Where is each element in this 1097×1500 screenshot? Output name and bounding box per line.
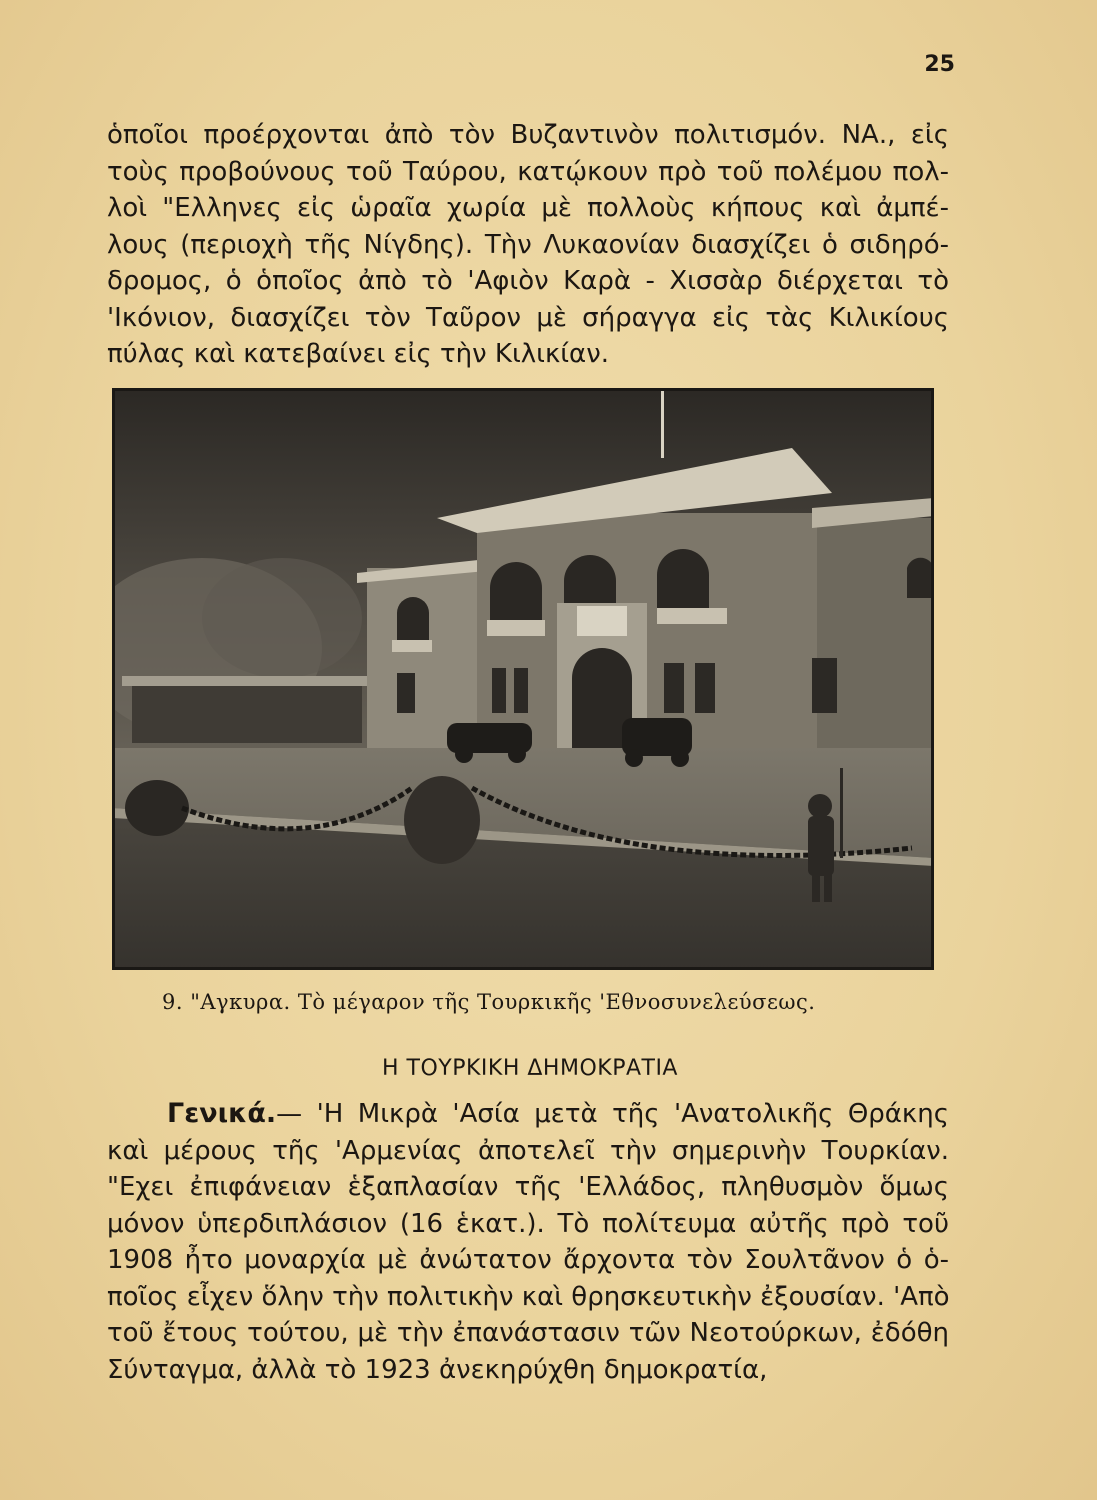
text-line: ποῖος εἶχεν ὅλην τὴν πολιτικὴν καὶ θρησκευτικὴν ἐξουσίαν. 'Απὸ <box>107 1281 950 1312</box>
text-line: Σύνταγμα, ἀλλὰ τὸ 1923 ἀνεκηρύχθη δημοκρατία, <box>107 1354 768 1385</box>
figure-caption: 9. "Αγκυρα. Τὸ μέγαρον τῆς Τουρκικῆς 'Εθνοσυνελεύσεως. <box>162 990 816 1014</box>
paragraph-top <box>107 117 949 373</box>
text-line: τοῦ ἔτους τούτου, μὲ τὴν ἐπανάστασιν τῶν Νεοτούρκων, ἐδόθη <box>107 1318 949 1348</box>
paragraph-bottom <box>107 1096 949 1388</box>
page-number: 25 <box>924 52 955 77</box>
text-line: πύλας καὶ κατεβαίνει εἰς τὴν Κιλικίαν. <box>107 339 609 369</box>
text-line: "Εχει ἐπιφάνειαν ἑξαπλασίαν τῆς 'Ελλάδος, πληθυσμὸν ὅμως <box>107 1172 949 1202</box>
text-line: λους (περιοχὴ τῆς Νίγδης). Τὴν Λυκαονίαν διασχίζει ὁ σιδηρό- <box>107 229 949 260</box>
text-line: λοὶ "Ελληνες εἰς ὡραῖα χωρία μὲ πολλοὺς κήπους καὶ ἀμπέ- <box>107 193 949 223</box>
text-line: ὁποῖοι προέρχονται ἀπὸ τὸν Βυζαντινὸν πολιτισμόν. ΝΑ., εἰς <box>107 120 949 150</box>
text-line: μόνον ὑπερδιπλάσιον (16 ἑκατ.). Τὸ πολίτευμα αὐτῆς πρὸ τοῦ <box>107 1208 949 1239</box>
text-line <box>107 1096 949 1133</box>
text-line: 1908 ἦτο μοναρχία μὲ ἀνώτατον ἄρχοντα τὸν Σουλτᾶνον ὁ ὁ- <box>107 1245 949 1275</box>
text-line: 'Ικόνιον, διασχίζει τὸν Ταῦρον μὲ σήραγγα εἰς τὰς Κιλικίους <box>107 302 949 333</box>
text-line: τοὺς προβούνους τοῦ Ταύρου, κατῴκουν πρὸ τοῦ πολέμου πολ- <box>107 156 949 187</box>
text-line: καὶ μέρους τῆς 'Αρμενίας ἀποτελεῖ τὴν σημερινὴν Τουρκίαν. <box>107 1135 949 1166</box>
figure-photo-parliament-building <box>112 388 934 970</box>
text-line-body: — 'Η Μικρὰ 'Ασία μετὰ τῆς 'Ανατολικῆς Θράκης <box>276 1099 949 1129</box>
paragraph-lead: Γενικά. <box>167 1098 277 1129</box>
section-heading: Η ΤΟΥΡΚΙΚΗ ΔΗΜΟΚΡΑΤΙΑ <box>382 1056 678 1081</box>
text-line: δρομος, ὁ ὁποῖος ἀπὸ τὸ 'Αφιὸν Καρὰ - Χισσὰρ διέρχεται τὸ <box>107 266 949 296</box>
